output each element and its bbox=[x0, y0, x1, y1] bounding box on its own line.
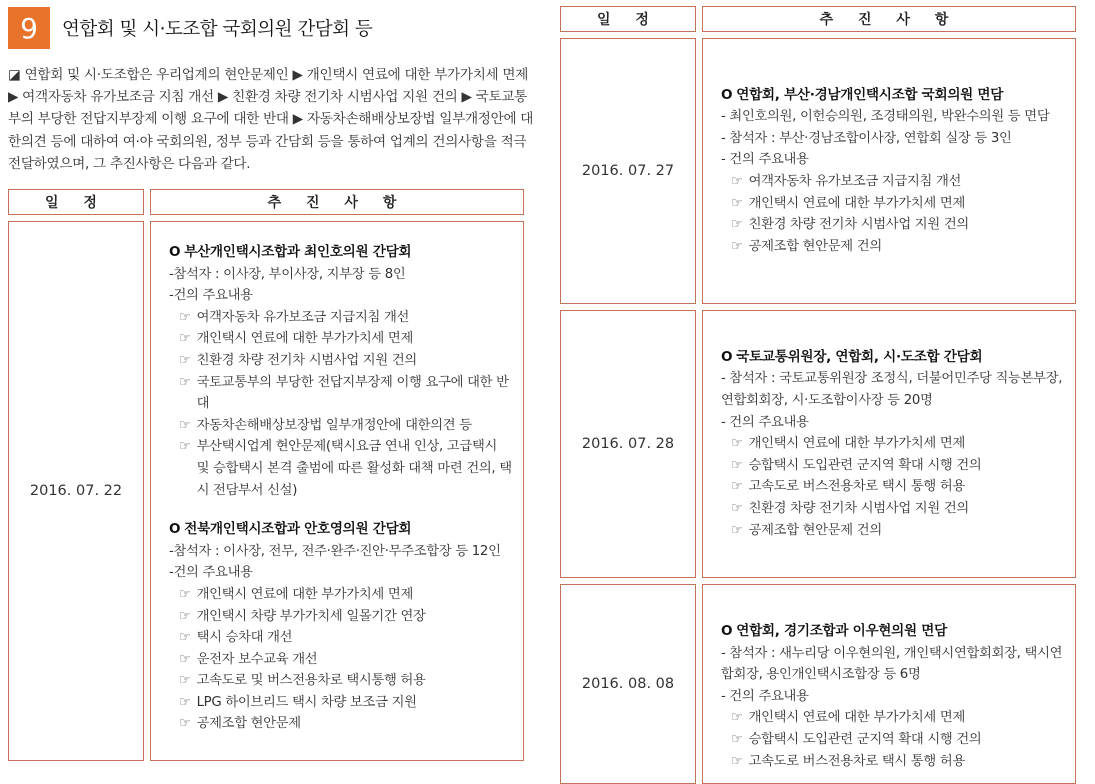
agenda-item: ☞ 공제조합 현안문제 건의 bbox=[731, 238, 882, 254]
agenda-label: -건의 주요내용 bbox=[169, 288, 253, 304]
entry-heading: O 연합회, 부산·경남개인택시조합 국회의원 면담 bbox=[721, 86, 1004, 103]
row-date: 2016. 08. 08 bbox=[560, 584, 696, 784]
attendees: - 최인호의원, 이헌승의원, 조경태의원, 박완수의원 등 면담 bbox=[721, 109, 1050, 125]
attendees: - 참석자 : 부산·경남조합이사장, 연합회 실장 등 3인 bbox=[721, 130, 1012, 146]
attendees: - 참석자 : 국토교통위원장 조정식, 더불어민주당 직능본부장, 연합회회장, 시·도조합이사장 등 20명 bbox=[721, 371, 1063, 409]
section-title: 연합회 및 시·도조합 국회의원 간담회 등 bbox=[62, 19, 373, 40]
agenda-label: - 건의 주요내용 bbox=[721, 152, 809, 168]
row-content bbox=[702, 310, 1076, 578]
header-date: 일 정 bbox=[8, 189, 144, 215]
attendees: - 참석자 : 새누리당 이우현의원, 개인택시연합회회장, 택시연합회장, 용인개인택시조합장 등 6명 bbox=[721, 645, 1063, 683]
entry-heading: O 국토교통위원장, 연합회, 시·도조합 간담회 bbox=[721, 348, 983, 365]
intro-paragraph: ◪ 연합회 및 시·도조합은 우리업계의 현안문제인 ▶ 개인택시 연료에 대한 부가가치세 면제 ▶ 여객자동차 유가보조금 지침 개선 ▶ 친환경 차량 전기차 시범사업 지원 건의 ▶ 국토교통부의 부당한 전답지부장제 이행 요구에 대한 반대 ▶ 자동차손해배상보장법 일부개정안에 대한의견 등에 대하여 여·야 국회의원, 정부 등과 간담회 등을 통하여 업계의 건의사항을 적극 전달하였으며, 그 추진사항은 다음과 같다. bbox=[8, 67, 534, 172]
agenda-item: ☞ 운전자 보수교육 개선 bbox=[179, 651, 318, 667]
row-date: 2016. 07. 28 bbox=[560, 310, 696, 578]
agenda-item: ☞ 개인택시 연료에 대한 부가가치세 면제 bbox=[179, 586, 413, 602]
attendees: -참석자 : 이사장, 부이사장, 지부장 등 8인 bbox=[169, 266, 406, 282]
agenda-item: ☞ 개인택시 연료에 대한 부가가치세 면제 bbox=[179, 331, 413, 347]
row-content bbox=[702, 584, 1076, 784]
row-content bbox=[150, 221, 524, 761]
attendees: -참석자 : 이사장, 전무, 전주·완주·진안·무주조합장 등 12인 bbox=[169, 543, 501, 559]
header-content: 추 진 사 항 bbox=[702, 6, 1076, 32]
header-date: 일 정 bbox=[560, 6, 696, 32]
agenda-item: ☞ 국토교통부의 부당한 전답지부장제 이행 요구에 대한 반대 bbox=[179, 374, 509, 412]
agenda-item: ☞ 고속도로 버스전용차로 택시 통행 허용 bbox=[731, 753, 965, 769]
agenda-item: ☞ 승합택시 도입관련 군지역 확대 시행 건의 bbox=[731, 457, 982, 473]
agenda-item: ☞ 고속도로 및 버스전용차로 택시통행 허용 bbox=[179, 673, 426, 689]
entry-block bbox=[169, 519, 513, 735]
agenda-item: ☞ 공제조합 현안문제 건의 bbox=[731, 522, 882, 538]
agenda-item: ☞ 개인택시 차량 부가가치세 일몰기간 연장 bbox=[179, 608, 426, 624]
agenda-item: ☞ LPG 하이브리드 택시 차량 보조금 지원 bbox=[179, 694, 417, 710]
agenda-item: ☞ 고속도로 버스전용차로 택시 통행 허용 bbox=[731, 479, 965, 495]
agenda-label: -건의 주요내용 bbox=[169, 565, 253, 581]
left-column bbox=[8, 6, 536, 761]
entry-heading: O 연합회, 경기조합과 이우현의원 면담 bbox=[721, 623, 947, 639]
agenda-item: ☞ 친환경 차량 전기차 시범사업 지원 건의 bbox=[179, 352, 417, 368]
agenda-item: ☞ 여객자동차 유가보조금 지급지침 개선 bbox=[179, 309, 410, 325]
agenda-label: - 건의 주요내용 bbox=[721, 688, 809, 704]
entry-heading: O 부산개인택시조합과 최인호의원 간담회 bbox=[169, 244, 412, 261]
agenda-item: ☞ 개인택시 연료에 대한 부가가치세 면제 bbox=[731, 710, 965, 726]
section-number: 9 bbox=[8, 7, 50, 49]
section-header bbox=[8, 6, 536, 50]
right-column bbox=[560, 6, 1088, 784]
agenda-item: ☞ 자동차손해배상보장법 일부개정안에 대한의견 등 bbox=[179, 417, 472, 433]
agenda-item: ☞ 친환경 차량 전기차 시범사업 지원 건의 bbox=[731, 500, 969, 516]
agenda-item: ☞ 택시 승차대 개선 bbox=[179, 630, 293, 646]
agenda-item: ☞ 승합택시 도입관련 군지역 확대 시행 건의 bbox=[731, 731, 982, 747]
schedule-table-left bbox=[2, 189, 530, 761]
agenda-item: ☞ 개인택시 연료에 대한 부가가치세 면제 bbox=[731, 195, 965, 211]
agenda-label: - 건의 주요내용 bbox=[721, 414, 809, 430]
schedule-table-right bbox=[554, 6, 1082, 784]
agenda-item: ☞ 부산택시업계 현안문제(택시요금 연내 인상, 고급택시 및 승합택시 본격 출범에 따른 활성화 대책 마련 건의, 택시 전담부서 신설) bbox=[179, 439, 512, 498]
entry-block bbox=[169, 242, 513, 501]
row-date: 2016. 07. 27 bbox=[560, 38, 696, 304]
agenda-item: ☞ 공제조합 현안문제 bbox=[179, 716, 301, 732]
agenda-item: ☞ 개인택시 연료에 대한 부가가치세 면제 bbox=[731, 436, 965, 452]
row-date: 2016. 07. 22 bbox=[8, 221, 144, 761]
row-content bbox=[702, 38, 1076, 304]
agenda-item: ☞ 친환경 차량 전기차 시범사업 지원 건의 bbox=[731, 217, 969, 233]
agenda-item: ☞ 여객자동차 유가보조금 지급지침 개선 bbox=[731, 174, 962, 189]
entry-heading: O 전북개인택시조합과 안호영의원 간담회 bbox=[169, 521, 412, 538]
header-content: 추 진 사 항 bbox=[150, 189, 524, 215]
